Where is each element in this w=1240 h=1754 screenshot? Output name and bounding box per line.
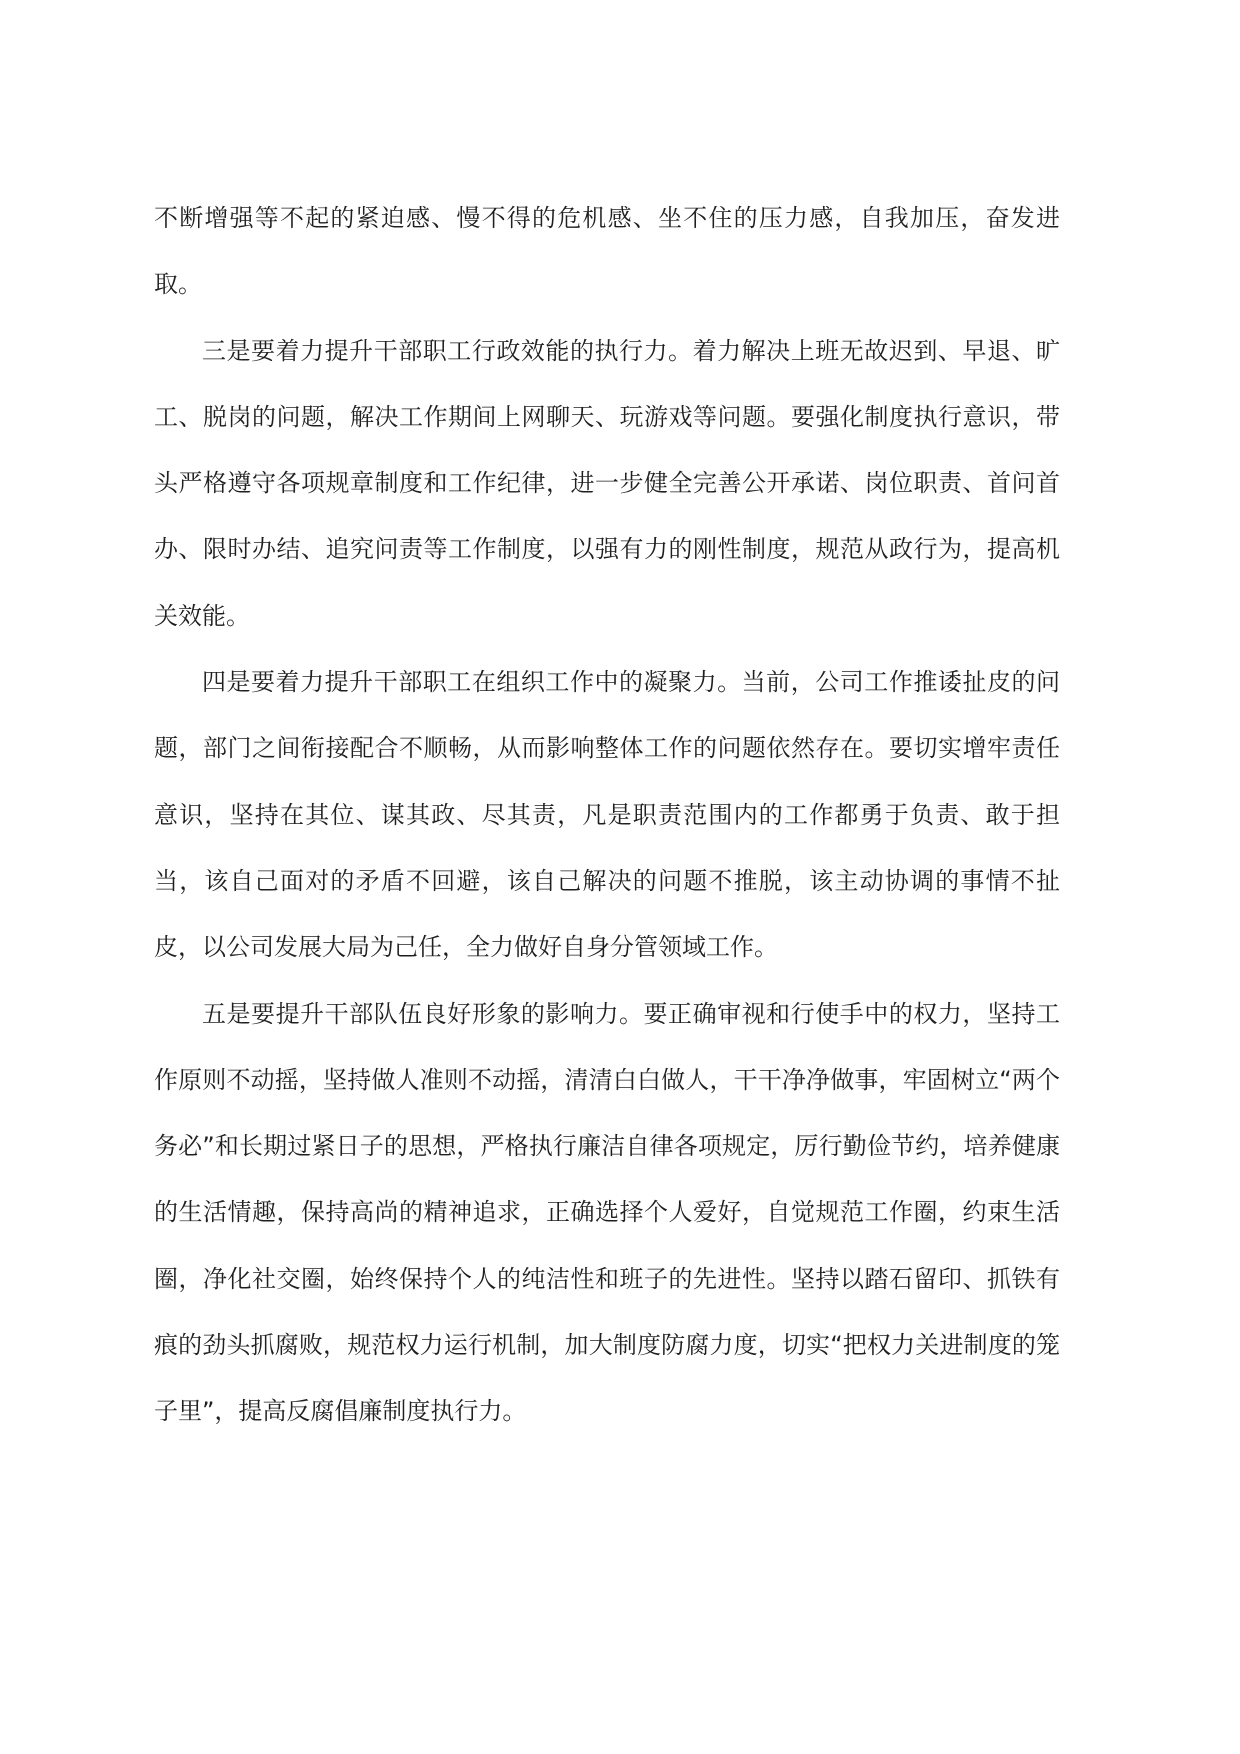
paragraph-item-five: 五是要提升干部队伍良好形象的影响力。要正确审视和行使手中的权力，坚持工作原则不动摇，坚持做人准则不动摇，清清白白做人，干干净净做事，牢固树立“两个务必”和长期过紧日子的思想，严格执行廉洁自律各项规定，厉行勤俭节约，培养健康的生活情趣，保持高尚的精神追求，正确选择个人爱好，自觉规范工作圈，约束生活圈，净化社交圈，始终保持个人的纯洁性和班子的先进性。坚持以踏石留印、抓铁有痕的劲头抓腐败，规范权力运行机制，加大制度防腐力度，切实“把权力关进制度的笼子里”，提高反腐倡廉制度执行力。 <box>154 999 1060 1426</box>
document-body <box>154 185 1060 1445</box>
paragraph-continuation: 不断增强等不起的紧迫感、慢不得的危机感、坐不住的压力感，自我加压，奋发进取。 <box>154 204 1060 299</box>
paragraph-item-four: 四是要着力提升干部职工在组织工作中的凝聚力。当前，公司工作推诿扯皮的问题，部门之间衔接配合不顺畅，从而影响整体工作的问题依然存在。要切实增牢责任意识，坚持在其位、谋其政、尽其责，凡是职责范围内的工作都勇于负责、敢于担当，该自己面对的矛盾不回避，该自己解决的问题不推脱，该主动协调的事情不扯皮，以公司发展大局为己任，全力做好自身分管领域工作。 <box>154 668 1060 962</box>
paragraph-item-three: 三是要着力提升干部职工行政效能的执行力。着力解决上班无故迟到、早退、旷工、脱岗的问题，解决工作期间上网聊天、玩游戏等问题。要强化制度执行意识，带头严格遵守各项规章制度和工作纪律，进一步健全完善公开承诺、岗位职责、首问首办、限时办结、追究问责等工作制度，以强有力的刚性制度，规范从政行为，提高机关效能。 <box>154 336 1060 630</box>
